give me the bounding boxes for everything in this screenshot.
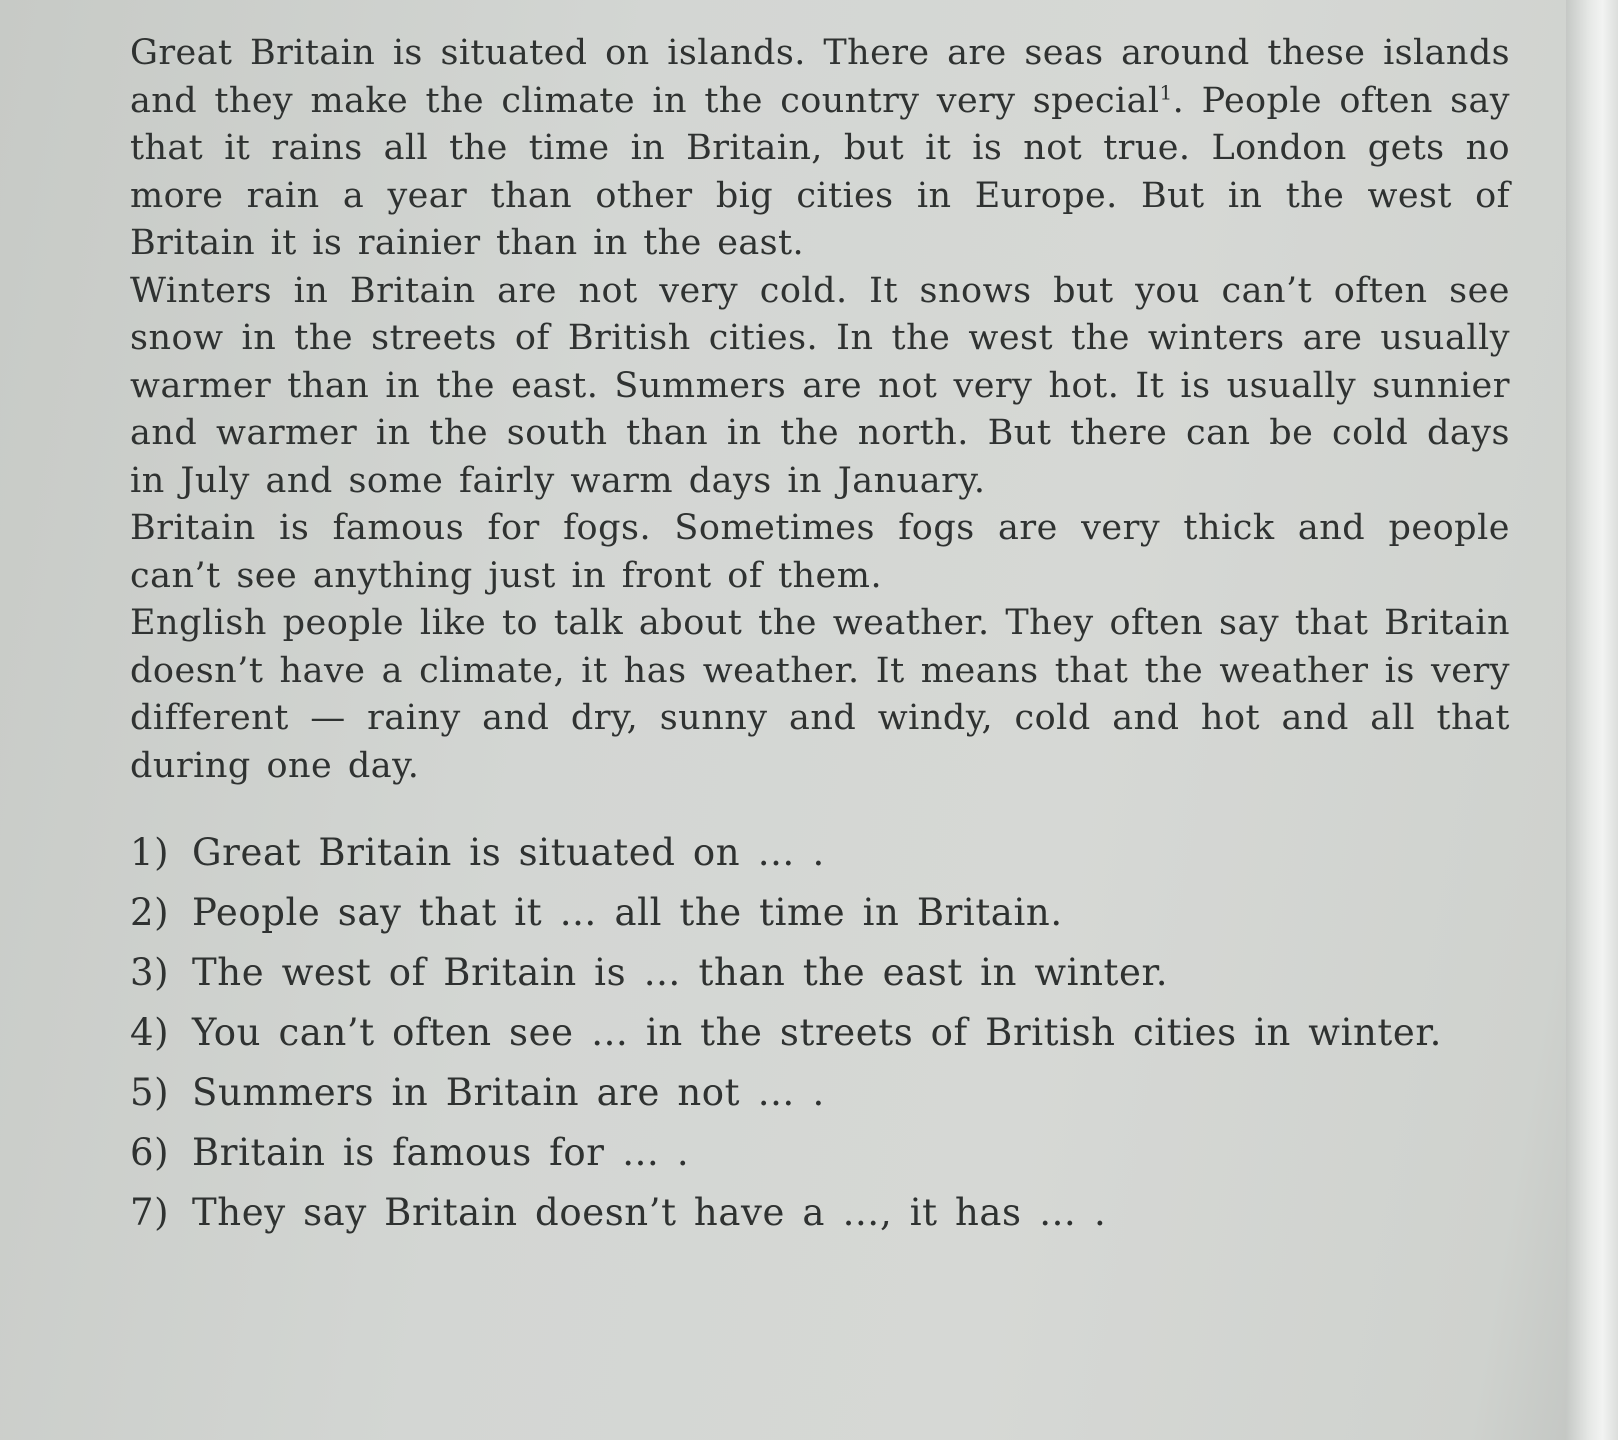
footnote-marker: 1 <box>1159 79 1173 104</box>
question-item <box>130 1128 1510 1178</box>
question-item <box>130 1068 1510 1118</box>
question-text: They say Britain doesn’t have a …, it has … . <box>192 1191 1107 1234</box>
question-list <box>130 828 1510 1238</box>
page-edge <box>1566 0 1618 1440</box>
question-item <box>130 948 1510 998</box>
paragraph-1-text-start: Great Britain is situated on islands. There are seas around these islands and they make the climate in the country very special <box>130 33 1510 121</box>
question-number: 7) <box>130 1191 170 1234</box>
question-number: 1) <box>130 831 170 874</box>
question-item <box>130 828 1510 878</box>
question-number: 4) <box>130 1011 170 1054</box>
question-text: The west of Britain is … than the east in winter. <box>192 951 1169 994</box>
question-text: Great Britain is situated on … . <box>192 831 825 874</box>
question-number: 2) <box>130 891 170 934</box>
question-item <box>130 1188 1510 1238</box>
paragraph-3: Britain is famous for fogs. Sometimes fogs are very thick and people can’t see anything just in front of them. <box>130 508 1510 596</box>
question-item <box>130 1008 1510 1058</box>
question-text: You can’t often see … in the streets of British cities in winter. <box>192 1011 1442 1054</box>
question-number: 6) <box>130 1131 170 1174</box>
question-number: 5) <box>130 1071 170 1114</box>
question-number: 3) <box>130 951 170 994</box>
question-item <box>130 888 1510 938</box>
paragraph-4: English people like to talk about the weather. They often say that Britain doesn’t have a climate, it has weather. It means that the weather is very different — rainy and dry, sunny and windy, cold and hot and all that during one day. <box>130 603 1510 786</box>
paragraph-2: Winters in Britain are not very cold. It snows but you can’t often see snow in the streets of British cities. In the west the winters are usually warmer than in the east. Summers are not very hot. It is usually sunnier and warmer in the south than in the north. But there can be cold days in July and some fairly warm days in January. <box>130 270 1510 501</box>
question-text: Britain is famous for … . <box>192 1131 690 1174</box>
question-text: Summers in Britain are not … . <box>192 1071 825 1114</box>
textbook-page <box>130 30 1510 1248</box>
paragraph-1 <box>130 30 1510 268</box>
question-text: People say that it … all the time in Britain. <box>192 891 1063 934</box>
reading-passage <box>130 30 1510 790</box>
paragraph-1-text-end: . People often say that it rains all the time in Britain, but it is not true. London gets no more rain a year than other big cities in Europe. But in the west of Britain it is rainier than in the east. <box>130 80 1510 263</box>
